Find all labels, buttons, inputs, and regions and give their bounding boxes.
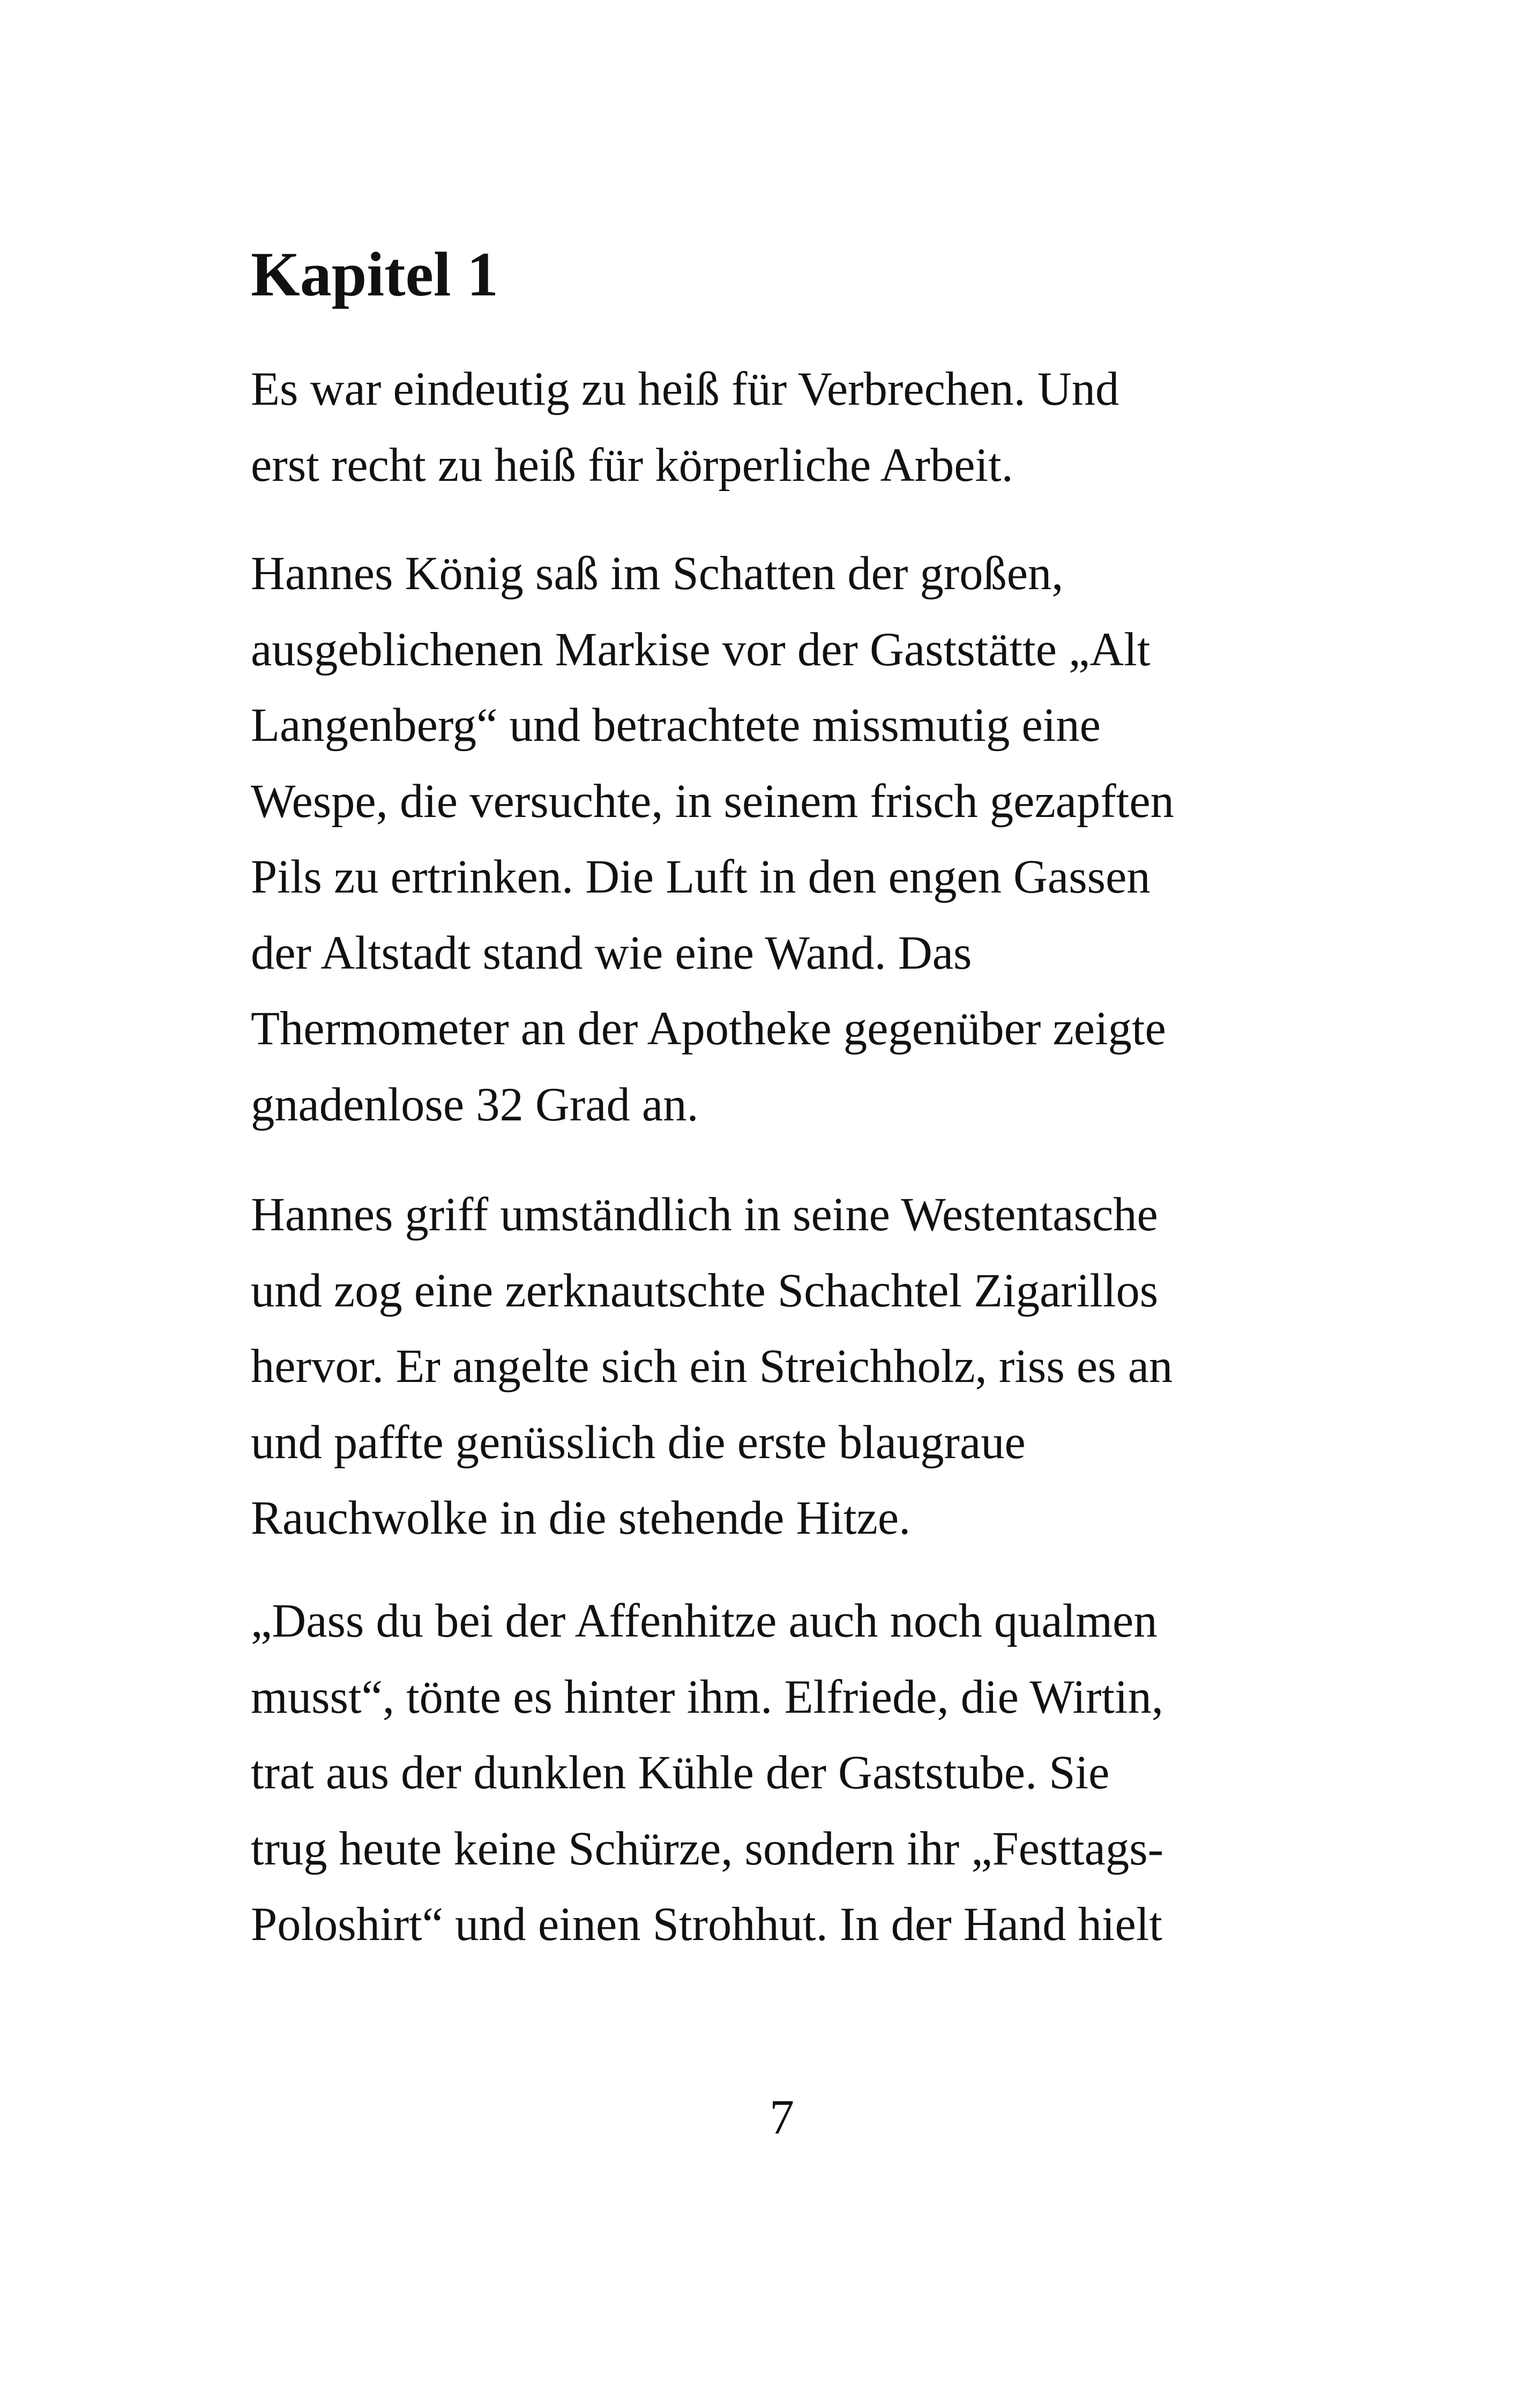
paragraph-line: und zog eine zerknautschte Schachtel Zigarillos: [251, 1264, 1159, 1317]
chapter-title: Kapitel 1: [251, 239, 499, 309]
paragraph-line: Thermometer an der Apotheke gegenüber zeigte: [251, 1002, 1166, 1055]
paragraph-line: Rauchwolke in die stehende Hitze.: [251, 1492, 911, 1544]
paragraph-line: Es war eindeutig zu heiß für Verbrechen. Und: [251, 363, 1119, 415]
paragraph-line: ausgeblichenen Markise vor der Gaststätte „Alt: [251, 623, 1151, 676]
paragraph-3: [251, 1177, 1301, 1557]
paragraph-line: gnadenlose 32 Grad an.: [251, 1078, 699, 1131]
paragraph-line: musst“, tönte es hinter ihm. Elfriede, die Wirtin,: [251, 1670, 1163, 1723]
paragraph-line: trug heute keine Schürze, sondern ihr „Festtags-: [251, 1822, 1164, 1875]
paragraph-line: hervor. Er angelte sich ein Streichholz, riss es an: [251, 1340, 1173, 1393]
paragraph-line: der Altstadt stand wie eine Wand. Das: [251, 926, 972, 979]
paragraph-2: [251, 536, 1301, 1143]
paragraph-line: trat aus der dunklen Kühle der Gaststube. Sie: [251, 1746, 1110, 1799]
paragraph-line: Wespe, die versuchte, in seinem frisch gezapften: [251, 775, 1174, 828]
paragraph-line: „Dass du bei der Affenhitze auch noch qualmen: [251, 1595, 1158, 1647]
paragraph-line: Poloshirt“ und einen Strohhut. In der Hand hielt: [251, 1898, 1162, 1951]
paragraph-line: erst recht zu heiß für körperliche Arbeit.: [251, 439, 1013, 492]
paragraph-line: Pils zu ertrinken. Die Luft in den engen Gassen: [251, 851, 1151, 903]
paragraph-line: und paffte genüsslich die erste blaugraue: [251, 1416, 1026, 1469]
paragraph-4: [251, 1584, 1301, 1963]
paragraph-1: [251, 352, 1301, 503]
paragraph-line: Hannes griff umständlich in seine Westentasche: [251, 1188, 1158, 1241]
page-number: 7: [770, 2090, 794, 2144]
paragraph-line: Langenberg“ und betrachtete missmutig eine: [251, 699, 1101, 752]
paragraph-line: Hannes König saß im Schatten der großen,: [251, 547, 1064, 600]
